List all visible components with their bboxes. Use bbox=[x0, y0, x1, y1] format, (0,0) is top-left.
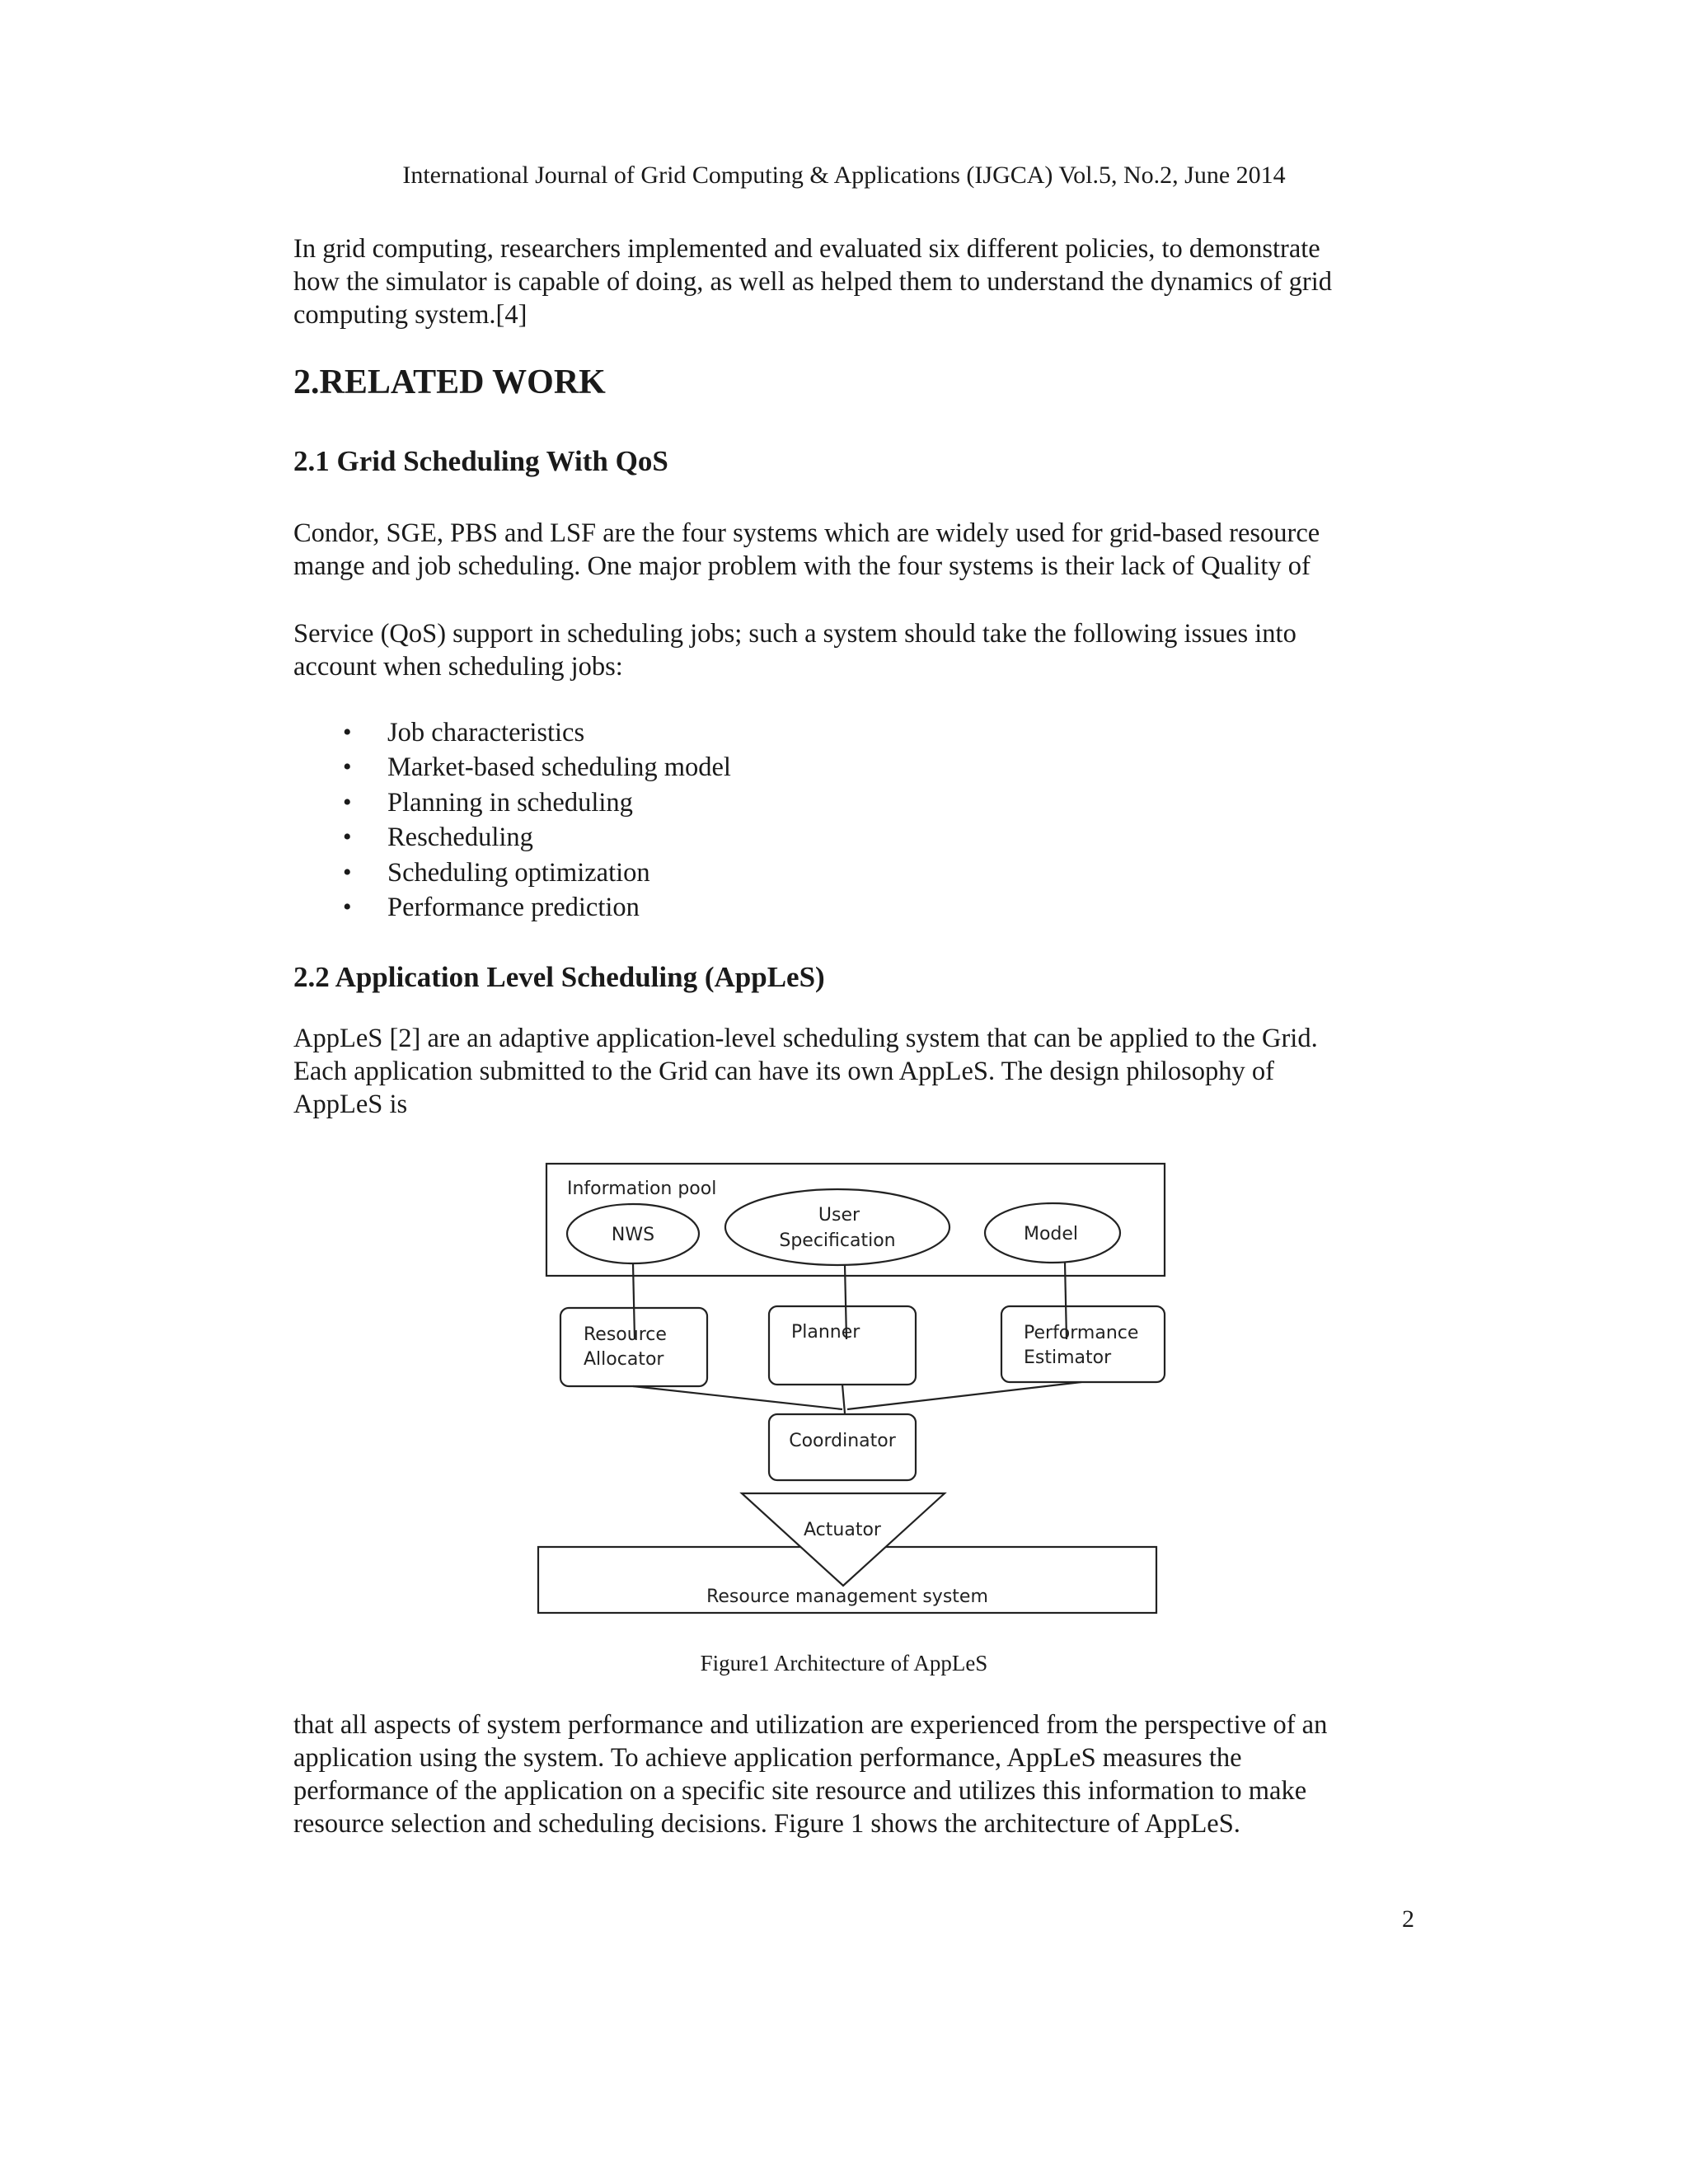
estimator-to-coordinator-line bbox=[847, 1382, 1081, 1409]
list-item: • Planning in scheduling bbox=[293, 785, 731, 820]
text-line: account when scheduling jobs: bbox=[293, 652, 623, 682]
text-line: AppLeS is bbox=[293, 1090, 408, 1119]
list-item: • Market-based scheduling model bbox=[293, 750, 731, 785]
subsection-heading-apples: 2.2 Application Level Scheduling (AppLeS) bbox=[293, 961, 825, 993]
coordinator-label: Coordinator bbox=[789, 1431, 896, 1451]
bullet-icon: • bbox=[343, 858, 352, 886]
text-line: resource selection and scheduling decisions. Figure 1 shows the architecture of AppLeS. bbox=[293, 1809, 1240, 1839]
user-spec-label-1: User bbox=[818, 1205, 860, 1226]
actuator-label: Actuator bbox=[804, 1520, 881, 1540]
text-line: that all aspects of system performance and utilization are experienced from the perspective of an bbox=[293, 1710, 1328, 1740]
text-line: application using the system. To achieve application performance, AppLeS measures the bbox=[293, 1743, 1242, 1773]
nws-label: NWS bbox=[611, 1225, 655, 1245]
performance-estimator-label-2: Estimator bbox=[1024, 1347, 1112, 1368]
page-number: 2 bbox=[1402, 1905, 1414, 1933]
subsection-heading-qos: 2.1 Grid Scheduling With QoS bbox=[293, 445, 668, 477]
information-pool-label: Information pool bbox=[567, 1179, 717, 1199]
figure-caption: Figure1 Architecture of AppLeS bbox=[700, 1651, 988, 1675]
running-header: International Journal of Grid Computing & Applications (IJGCA) Vol.5, No.2, June 2014 bbox=[402, 162, 1286, 189]
bullet-icon: • bbox=[343, 753, 352, 781]
bullet-icon: • bbox=[343, 893, 352, 921]
resource-allocator-label-1: Resource bbox=[584, 1324, 667, 1345]
text-line: Service (QoS) support in scheduling jobs; such a system should take the following issues into bbox=[293, 619, 1296, 649]
text-line: computing system.[4] bbox=[293, 300, 528, 330]
text-line: AppLeS [2] are an adaptive application-level scheduling system that can be applied to the Grid. bbox=[293, 1024, 1318, 1053]
list-item: • Performance prediction bbox=[293, 890, 731, 925]
text-line: mange and job scheduling. One major problem with the four systems is their lack of Quality of bbox=[293, 551, 1311, 581]
list-item: • Job characteristics bbox=[293, 715, 731, 750]
bullet-icon: • bbox=[343, 719, 352, 746]
performance-estimator-box bbox=[1001, 1306, 1165, 1382]
user-specification-ellipse bbox=[725, 1189, 950, 1265]
resource-management-label: Resource management system bbox=[706, 1586, 988, 1607]
planner-box bbox=[769, 1306, 916, 1385]
bullet-icon: • bbox=[343, 788, 352, 816]
model-label: Model bbox=[1023, 1224, 1079, 1244]
planner-to-coordinator-line bbox=[842, 1385, 845, 1413]
text-line: Condor, SGE, PBS and LSF are the four systems which are widely used for grid-based resource bbox=[293, 518, 1320, 548]
section-heading: 2.RELATED WORK bbox=[293, 363, 606, 401]
list-item: • Rescheduling bbox=[293, 820, 731, 855]
text-line: how the simulator is capable of doing, as well as helped them to understand the dynamics of grid bbox=[293, 267, 1332, 297]
resource-allocator-label-2: Allocator bbox=[584, 1349, 664, 1370]
performance-estimator-label-1: Performance bbox=[1024, 1323, 1139, 1343]
text-line: In grid computing, researchers implemented and evaluated six different policies, to demonstrate bbox=[293, 234, 1320, 264]
allocator-to-coordinator-line bbox=[633, 1386, 842, 1409]
text-line: performance of the application on a specific site resource and utilizes this information to make bbox=[293, 1776, 1307, 1806]
bullet-icon: • bbox=[343, 823, 352, 851]
planner-label: Planner bbox=[791, 1322, 860, 1343]
list-item: • Scheduling optimization bbox=[293, 855, 731, 890]
apples-paragraph-2 bbox=[293, 1708, 1414, 1840]
text-line: Each application submitted to the Grid can have its own AppLeS. The design philosophy of bbox=[293, 1057, 1274, 1086]
user-spec-label-2: Specification bbox=[779, 1230, 896, 1251]
